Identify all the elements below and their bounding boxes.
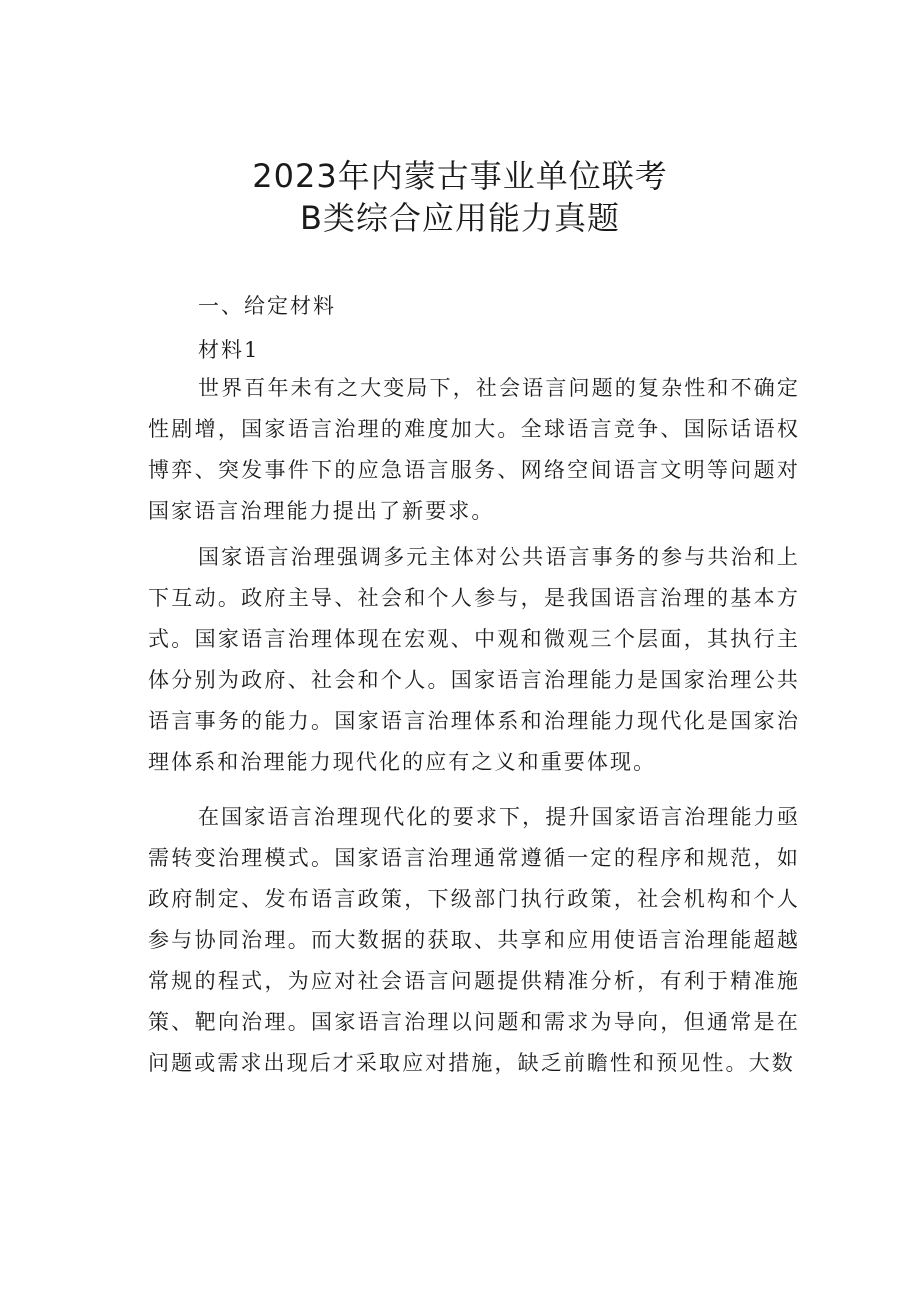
document-title-line-1: 2023年内蒙古事业单位联考 [252,157,668,195]
paragraph-2: 国家语言治理强调多元主体对公共语言事务的参与共治和上下互动。政府主导、社会和个人参与，是我国语言治理的基本方式。国家语言治理体现在宏观、中观和微观三个层面，其执行主体分别为政府、社会和个人。国家语言治理能力是国家治理公共语言事务的能力。国家语言治理体系和治理能力现代化是国家治理体系和治理能力现代化的应有之义和重要体现。 [148,545,800,774]
section-heading: 一、给定材料 [198,294,336,318]
paragraph-3: 在国家语言治理现代化的要求下，提升国家语言治理能力亟需转变治理模式。国家语言治理通常遵循一定的程序和规范，如政府制定、发布语言政策，下级部门执行政策，社会机构和个人参与协同治理。而大数据的获取、共享和应用使语言治理能超越常规的程式，为应对社会语言问题提供精准分析，有利于精准施策、靶向治理。国家语言治理以问题和需求为导向，但通常是在问题或需求出现后才采取应对措施，缺乏前瞻性和预见性。大数 [148,805,800,1075]
material-label: 材料1 [198,338,260,362]
paragraph-1: 世界百年未有之大变局下，社会语言问题的复杂性和不确定性剧增，国家语言治理的难度加大。全球语言竞争、国际话语权博弈、突发事件下的应急语言服务、网络空间语言文明等问题对国家语言治理能力提出了新要求。 [148,376,800,523]
document-title-line-2: B类综合应用能力真题 [300,199,620,237]
